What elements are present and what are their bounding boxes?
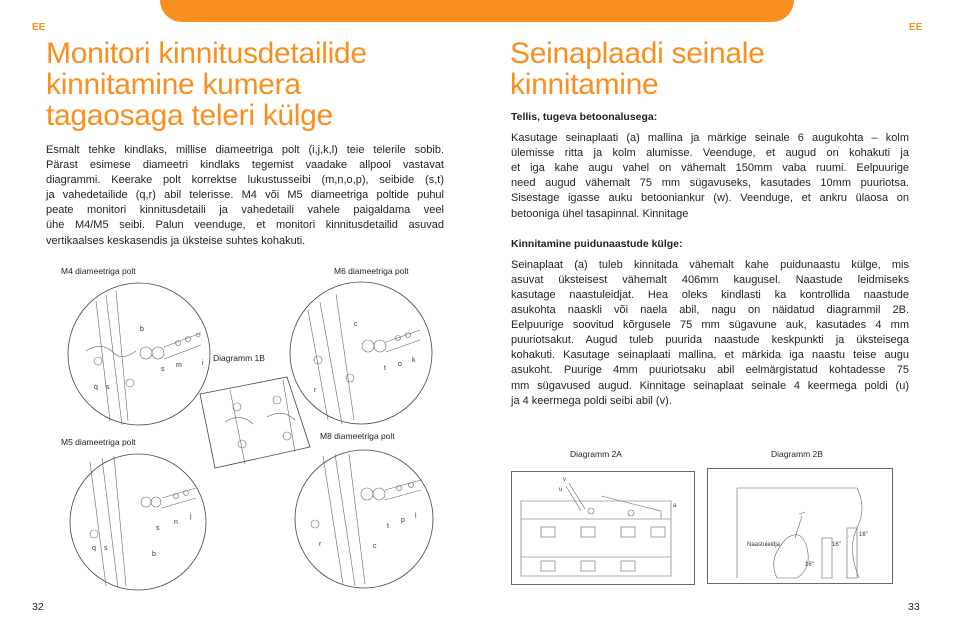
callout-c: c xyxy=(354,321,358,328)
body-line: Pärast esimese diameetri kindlaks tegemist vaadake allpool vastavat xyxy=(46,159,444,172)
right-page-title xyxy=(510,38,930,100)
body-line: ühe M4/M5 seibi. Palun veenduge, et monitori kinnitusdetailid asuvad xyxy=(46,219,444,232)
body-line: mm sügavused augud. Kinnitage seinaplaat seinale 4 keermega poldi (u) xyxy=(511,379,909,392)
label-diagram-2a: Diagramm 2A xyxy=(570,449,622,459)
body-line: vertikaalses keskasendis ja üksteise suhtes kohakuti. xyxy=(46,234,306,247)
body-line: kohakuti. Kasutage seinaplaati mallina, et märkida iga naastu teise augu xyxy=(511,349,909,362)
callout-b: b xyxy=(152,551,156,558)
body-line: peate monitori kinnitusdetaili ja vahedetaili vahele paigaldama veel xyxy=(46,204,444,217)
language-code-right: EE xyxy=(909,22,923,33)
callout-n: n xyxy=(174,519,178,526)
title-line: tagaosaga teleri külge xyxy=(46,99,333,132)
callout-r: r xyxy=(319,541,322,548)
callout-a: a xyxy=(673,503,677,509)
callout-q: q xyxy=(92,545,96,552)
callout-s: s xyxy=(104,545,108,552)
callout-o: o xyxy=(398,361,402,368)
body-line: Kasutage seinaplaati (a) mallina ja märkige seinale 6 augukohta – kolm xyxy=(511,132,909,145)
right-body-text xyxy=(511,110,909,409)
callout-p: p xyxy=(401,517,405,524)
left-page-title xyxy=(46,38,466,131)
body-line: Esmalt tehke kindlaks, millise diameetriga polt (i,j,k,l) teie telerile sobib. xyxy=(46,144,444,156)
callout-t: t xyxy=(387,523,389,530)
callout-l: l xyxy=(415,513,417,520)
callout-b: b xyxy=(140,326,144,333)
label-m5: M5 diameetriga polt xyxy=(61,437,136,447)
body-line: ja 4 keermega poldi seibi abil (v). xyxy=(511,394,672,407)
left-body-text xyxy=(46,143,444,249)
label-stud-finder: Naastuleidja xyxy=(747,542,781,548)
body-line: asukohta naaskli või naela abil, nagu on näidatud diagrammil 2B. xyxy=(511,304,909,317)
callout-r: r xyxy=(314,387,317,394)
callout-t: t xyxy=(384,365,386,372)
title-line: kinnitamine xyxy=(510,68,659,101)
callout-c: c xyxy=(373,543,377,550)
callout-i: i xyxy=(202,360,204,367)
body-line: ja vahedetailide (q,r) abil telerisse. M4 või M5 diameetriga poltide puhul xyxy=(46,189,444,202)
callout-j: j xyxy=(190,513,192,520)
callout-v: v xyxy=(563,477,566,483)
body-line: kasutage naastuleidjat. Hea oleks kindlasti ka kontrollida naastude xyxy=(511,288,909,301)
title-line: Monitori kinnitusdetailide xyxy=(46,37,367,70)
dimension-16in: 16" xyxy=(805,562,814,568)
label-m6: M6 diameetriga polt xyxy=(334,266,409,276)
diagram-m5-bolt xyxy=(68,452,208,592)
callout-k: k xyxy=(412,357,416,364)
body-line: Sisestage igasse auku betooniankur (w). Veenduge, et ankru ülaosa on xyxy=(511,192,909,205)
title-line: Seinaplaadi seinale xyxy=(510,37,765,70)
body-line: ülemisse ritta ja kolm alumisse. Veenduge, et augud on kohakuti ja xyxy=(511,147,909,160)
callout-s: s xyxy=(156,525,160,532)
subheading-wood-studs: Kinnitamine puidunaastude külge: xyxy=(511,237,683,250)
body-line: Eelpuurige soovitud kõrgusele 75 mm sügavune auk, kasutades 4 mm xyxy=(511,319,909,332)
dimension-16in: 16" xyxy=(859,532,868,538)
label-m4: M4 diameetriga polt xyxy=(61,266,136,276)
label-m8: M8 diameetriga polt xyxy=(320,431,395,441)
title-line: kinnitamine kumera xyxy=(46,68,301,101)
label-diagram-1b: Diagramm 1B xyxy=(213,353,265,363)
callout-q: q xyxy=(94,384,98,391)
header-tab xyxy=(160,0,794,22)
language-code-left: EE xyxy=(32,22,46,33)
label-diagram-2b: Diagramm 2B xyxy=(771,449,823,459)
body-line: betooniga ühel tasapinnal. Kinnitage xyxy=(511,207,689,220)
callout-u: u xyxy=(559,487,563,493)
subheading-brick: Tellis, tugeva betoonalusega: xyxy=(511,111,658,123)
body-line: asuvat üksteisest vähemalt 406mm kaugusel. Naastude leidmiseks xyxy=(511,273,909,286)
page-number-left: 32 xyxy=(32,601,44,613)
body-line: asukoht. Puurige 4mm puuriotsaku abil eelmärgistatud kohtadesse 75 xyxy=(511,364,909,377)
body-line: puuriotsakut. Augud tuleb puurida naastude keskpunkti ja üksteisega xyxy=(511,334,909,347)
body-line: et iga kahe augu vahel on vähemalt 150mm vaba ruumi. Eelpuurige xyxy=(511,162,909,175)
diagram-2b xyxy=(707,468,893,584)
page-number-right: 33 xyxy=(908,601,920,613)
body-line: Seinaplaat (a) tuleb kinnitada vähemalt kahe puidunaastu külge, mis xyxy=(511,258,909,271)
body-line: diagrammi. Keerake polt korrektse lukustusseibi (m,n,o,p), seibide (s,t) xyxy=(46,174,444,187)
dimension-16in: 16" xyxy=(832,542,841,548)
diagram-m8-bolt xyxy=(293,448,435,590)
callout-s: s xyxy=(106,384,110,391)
callout-s: s xyxy=(161,366,165,373)
diagram-m4-bolt xyxy=(66,281,212,427)
diagram-2a xyxy=(511,471,695,585)
callout-m: m xyxy=(176,362,182,369)
body-line: need augud vähemalt 75 mm sügavuseks, kasutades 10mm puuriotsa. xyxy=(511,177,909,190)
